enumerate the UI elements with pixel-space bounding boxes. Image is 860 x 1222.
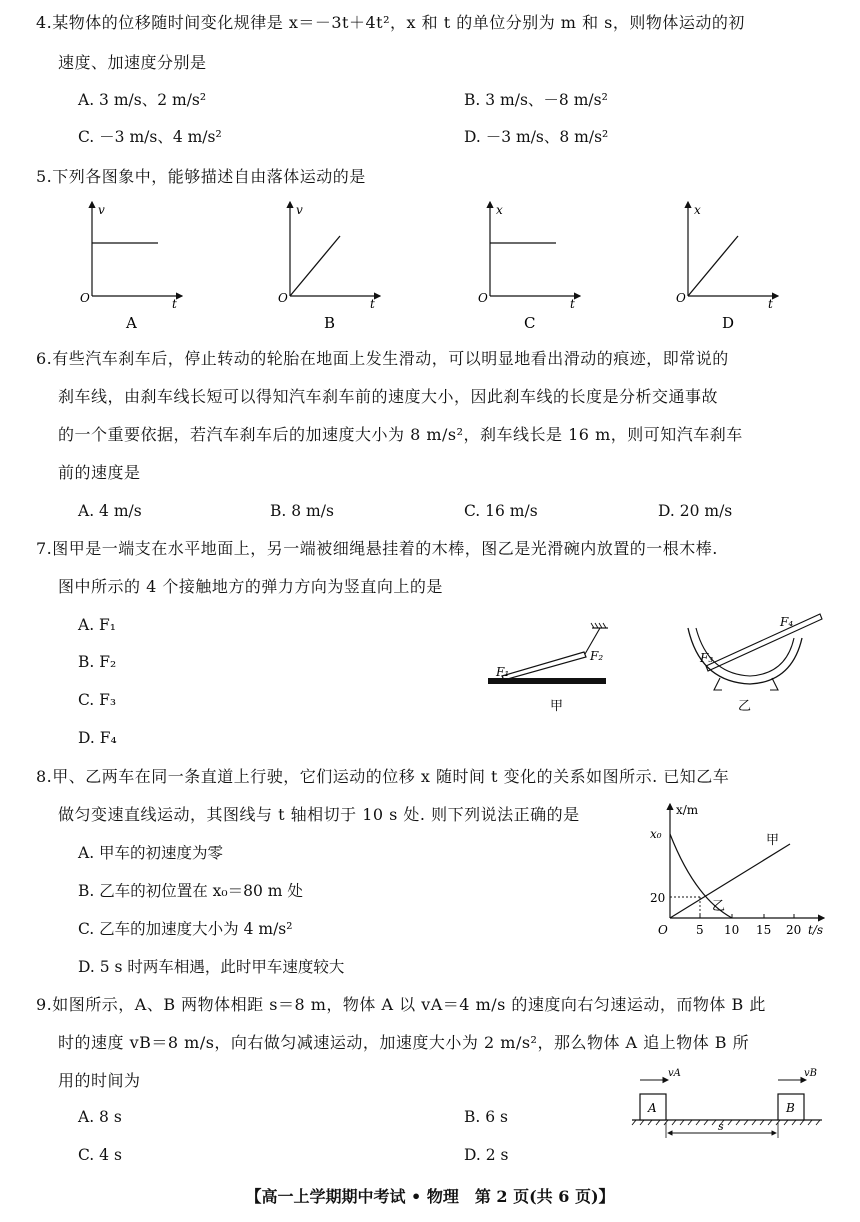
q5-graph-a [80,202,182,332]
q4-stem-line2: 速度、加速度分别是 [58,53,207,72]
q5-graphs [70,198,810,338]
q7-figures [480,610,830,720]
q6-stem-line3: 的一个重要依据，若汽车刹车后的加速度大小为 8 m/s²，刹车线长是 16 m，则可知汽车刹车 [58,425,743,444]
q8-xtick-15: 15 [756,923,772,937]
q9-option-b: B. 6 s [464,1108,508,1126]
q8-series-jia: 甲 [766,833,780,848]
q9-vb-label: vB [804,1068,817,1079]
q5-graph-b [278,202,380,332]
q8-xtick-10: 10 [724,923,740,937]
q5-d-line [688,236,738,296]
q5-b-label: B [324,314,336,332]
q9-option-c: C. 4 s [78,1146,122,1164]
q7-yi-caption: 乙 [738,699,752,714]
q6-stem-line2: 刹车线，由刹车线长短可以得知汽车刹车前的速度大小，因此刹车线的长度是分析交通事故 [58,387,719,406]
q8-stem-line2: 做匀变速直线运动，其图线与 t 轴相切于 10 s 处. 则下列说法正确的是 [58,805,580,824]
q8-y20-label: 20 [650,891,666,905]
q7-fig-yi [688,614,822,714]
q6-stem-line4: 前的速度是 [58,463,141,482]
q9-option-a: A. 8 s [78,1108,122,1126]
q7-fig-jia [488,623,608,714]
q5-d-yaxis: x [694,203,701,217]
q5-stem: 5.下列各图象中，能够描述自由落体运动的是 [36,167,366,186]
q8-origin: O [658,923,668,937]
page-footer: 【高一上学期期中考试 • 物理 第 2 页(共 6 页)】 [245,1187,615,1206]
q8-option-c: C. 乙车的加速度大小为 4 m/s² [78,920,293,938]
q4-option-c: C. －3 m/s、4 m/s² [78,128,222,146]
q7-option-d: D. F₄ [78,729,117,747]
q5-c-label: C [524,314,536,332]
q9-va-label: vA [668,1068,681,1079]
q4-option-d: D. －3 m/s、8 m/s² [464,128,609,146]
q7-rod-yi [706,614,822,671]
q5-b-xaxis: t [370,297,375,311]
q5-a-origin: O [80,291,90,305]
q8-option-a: A. 甲车的初速度为零 [78,844,224,862]
q8-xlabel: t/s [808,923,824,937]
q7-option-a: A. F₁ [78,616,117,634]
q7-jia-caption: 甲 [550,699,564,714]
q8-xtick-20: 20 [786,923,802,937]
q8-graph [640,796,840,942]
q5-c-origin: O [478,291,488,305]
q5-c-xaxis: t [570,297,575,311]
q9-stem-line1: 9.如图所示，A、B 两物体相距 s＝8 m，物体 A 以 vA＝4 m/s 的速度向右匀速运动，而物体 B 此 [36,995,766,1014]
q9-block-b-label: B [786,1101,795,1115]
q5-b-yaxis: v [296,203,303,217]
q7-f1-label: F₁ [496,665,510,679]
q9-option-d: D. 2 s [464,1146,509,1164]
q7-f2-label: F₂ [590,649,604,663]
q9-s-label: s [718,1120,724,1133]
q8-ylabel: x/m [676,803,699,817]
q4-stem-line1: 4.某物体的位移随时间变化规律是 x＝－3t＋4t²，x 和 t 的单位分别为 m 和 s，则物体运动的初 [36,13,745,32]
q5-graph-d [676,202,778,332]
q8-stem-line1: 8.甲、乙两车在同一条直道上行驶，它们运动的位移 x 随时间 t 变化的关系如图所示. 已知乙车 [36,767,730,786]
q5-graph-c [478,202,580,332]
q5-a-xaxis: t [172,297,177,311]
q7-rod-jia [502,652,586,680]
q8-xtick-5: 5 [696,923,704,937]
q6-option-a: A. 4 m/s [78,502,142,520]
q9-block-a-label: A [648,1101,657,1115]
q7-stem-line2: 图中所示的 4 个接触地方的弹力方向为竖直向上的是 [58,577,443,596]
q9-stem-line3: 用的时间为 [58,1071,141,1090]
q7-option-b: B. F₂ [78,653,117,671]
q8-option-b: B. 乙车的初位置在 x₀＝80 m 处 [78,882,303,900]
q8-y0-label: x₀ [650,827,662,841]
q5-b-origin: O [278,291,288,305]
q6-option-c: C. 16 m/s [464,502,538,520]
q5-d-label: D [722,314,735,332]
q5-a-yaxis: v [98,203,105,217]
q4-option-b: B. 3 m/s、－8 m/s² [464,91,608,109]
q5-b-line [290,236,340,296]
q7-f3-label: F₃ [700,651,714,665]
q7-f4-label: F₄ [780,615,794,629]
q7-option-c: C. F₃ [78,691,117,709]
q8-series-yi: 乙 [712,899,726,914]
q6-stem-line1: 6.有些汽车刹车后，停止转动的轮胎在地面上发生滑动，可以明显地看出滑动的痕迹，即常说的 [36,349,729,368]
q6-option-b: B. 8 m/s [270,502,334,520]
q6-option-d: D. 20 m/s [658,502,733,520]
q5-a-label: A [126,314,137,332]
q4-option-a: A. 3 m/s、2 m/s² [78,91,207,109]
q8-jia-line [670,844,790,918]
q8-option-d: D. 5 s 时两车相遇，此时甲车速度较大 [78,958,345,976]
q5-d-xaxis: t [768,297,773,311]
q9-stem-line2: 时的速度 vB＝8 m/s，向右做匀减速运动，加速度大小为 2 m/s²，那么物体 A 追上物体 B 所 [58,1033,750,1052]
q5-c-yaxis: x [496,203,503,217]
q5-d-origin: O [676,291,686,305]
q9-figure [628,1064,828,1142]
q7-stem-line1: 7.图甲是一端支在水平地面上，另一端被细绳悬挂着的木棒，图乙是光滑碗内放置的一根木棒. [36,539,718,558]
